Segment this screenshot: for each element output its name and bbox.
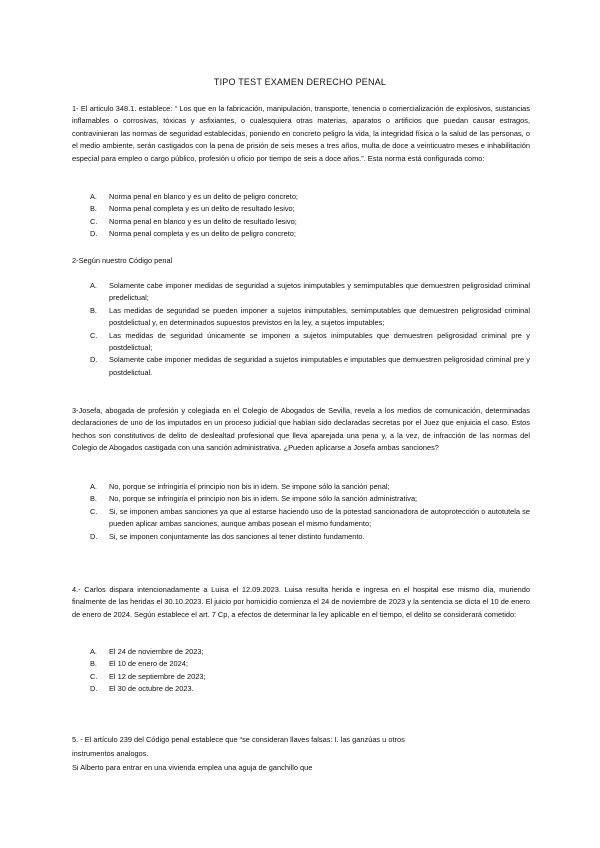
option-text: Norma penal completa y es un delito de peligro concreto; [109,229,296,239]
option-letter: C. [90,330,98,340]
question-5-line-1: 5. - El artículo 239 del Código penal establece que “se consideran llaves falsas: I. las ganzúas u otros [72,735,405,744]
option-letter: D. [90,229,98,239]
question-2-text: 2-Según nuestro Código penal [72,256,173,265]
option-letter: B. [90,305,97,315]
question-2-option-d [90,354,530,379]
option-text: Norma penal en blanco y es un delito de peligro concreto; [109,192,298,201]
question-5-line-3: Si Alberto para entrar en una vivienda emplea una aguja de ganchillo que [72,763,313,772]
option-text: Si, se imponen ambas sanciones ya que al estarse haciendo uso de la potestad sancionadora de autoprotección o autotutela se pueden aplicar ambas sanciones, aunque ambas posean el mismo fundamento; [109,506,530,529]
question-3-option-a [90,481,530,493]
question-1-options [90,191,530,241]
option-text: El 12 de septiembre de 2023; [109,671,206,681]
option-letter: D. [90,531,98,541]
option-text: Si, se imponen conjuntamente las dos sanciones al tener distinto fundamento. [109,531,365,541]
option-letter: A. [90,647,97,656]
question-3-option-b [90,493,530,505]
option-text: Las medidas de seguridad únicamente se imponen a sujetos inimputables que demuestren peligrosidad criminal pre y postdelictual; [109,330,530,353]
question-4-options [90,646,530,696]
option-letter: B. [90,659,97,669]
question-1-option-d [90,228,530,240]
option-letter: C. [90,506,98,516]
option-letter: C. [90,671,98,681]
question-5-text [72,733,530,775]
question-2-option-c [90,330,530,355]
question-3-option-d [90,531,530,543]
question-2-option-b [90,305,530,330]
question-4-option-b [90,658,530,670]
option-letter: B. [90,494,97,504]
option-text: Solamente cabe imponer medidas de seguridad a sujetos inimputables e imputables que demuestren peligrosidad criminal pre y postdelictual. [109,355,530,377]
option-letter: A. [90,482,97,491]
question-3-options [90,481,530,543]
question-1-text: 1- El articulo 348.1. establece: “ Los que en la fabricación, manipulación, transporte, tenencia o comercialización de explosivos, sustancias inflamables o corrosivas, tóxicas y asfixiantes, o cualesquiera otras materias, aparatos o artificios que puedan causar estragos, contravinieran las normas de seguridad establecidas, poniendo en concreto peligro la vida, la integridad física o la salud de las personas, o el medio ambiente, serán castigados con la pena de prisión de seis meses a tres años, multa de doce a veinticuatro meses e inhabilitación especial para empleo o cargo público, profesión u oficio por tiempo de seis a doce años.”. Esta norma está configurada como: [72,104,530,163]
option-letter: D. [90,355,98,365]
question-4-option-c [90,671,530,683]
option-text: No, porque se infringiría el principio non bis in idem. Se impone sólo la sanción administrativa; [109,494,418,504]
question-1-option-c [90,216,530,228]
question-2-option-a [90,280,530,305]
option-letter: B. [90,204,97,214]
option-text: El 30 de octubre de 2023. [109,684,194,694]
question-2-options [90,280,530,379]
option-text: Solamente cabe imponer medidas de seguridad a sujetos inimputables y semimputables que demuestren peligrosidad criminal predelictual; [109,281,530,303]
option-text: No, porque se infringiría el principio non bis in idem. Se impone sólo la sanción penal; [109,482,390,491]
question-3-text: 3-Josefa, abogada de profesión y colegiada en el Colegio de Abogados de Sevilla, revela a los medios de comunicación, determinadas declaraciones de uno de los imputados en un proceso judicial que habían sido declaradas secretas por el Juez que enjuicia el caso. Estos hechos son constitutivos de delito de deslealtad profesional que lleva aparejada una pena y, a la vez, de infracción de las normas del Colegio de Abogados castigada con una sanción administrativa. ¿Pueden aplicarse a Josefa ambas sanciones? [72,406,530,453]
question-3-option-c [90,506,530,531]
question-1-option-b [90,203,530,215]
option-text: El 24 de noviembre de 2023; [109,647,204,656]
option-text: El 10 de enero de 2024; [109,659,188,669]
question-5-line-2: instrumentos analogos. [72,749,149,758]
option-text: Las medidas de seguridad se pueden imponer a sujetos inimputables, semimputables que demuestren peligrosidad criminal postdelictual y, en determinados supuestos previstos en la ley, a sujetos imputables; [109,305,530,328]
question-4-option-a [90,646,530,658]
option-letter: A. [90,192,97,201]
question-4-text: 4.- Carlos dispara intencionadamente a Luisa el 12.09.2023. Luisa resulta herida e ingresa en el hospital ese mismo día, muriendo finalmente de las heridas el 30.10.2023. El juicio por homicidio comienza el 24 de noviembre de 2023 y la sentencia se dicta el 10 de enero de enero de 2024. Según establece el art. 7 Cp, a efectos de determinar la ley aplicable en el tiempo, el delito se considerará cometido: [72,585,530,619]
option-letter: C. [90,216,98,226]
option-letter: D. [90,684,98,694]
option-text: Norma penal completa y es un delito de resultado lesivo; [109,204,295,214]
option-text: Norma penal en blanco y es un delito de resultado lesivo; [109,216,297,226]
question-1-option-a [90,191,530,203]
question-4-option-d [90,683,530,695]
document-title: TIPO TEST EXAMEN DERECHO PENAL [213,77,387,87]
option-letter: A. [90,281,97,290]
